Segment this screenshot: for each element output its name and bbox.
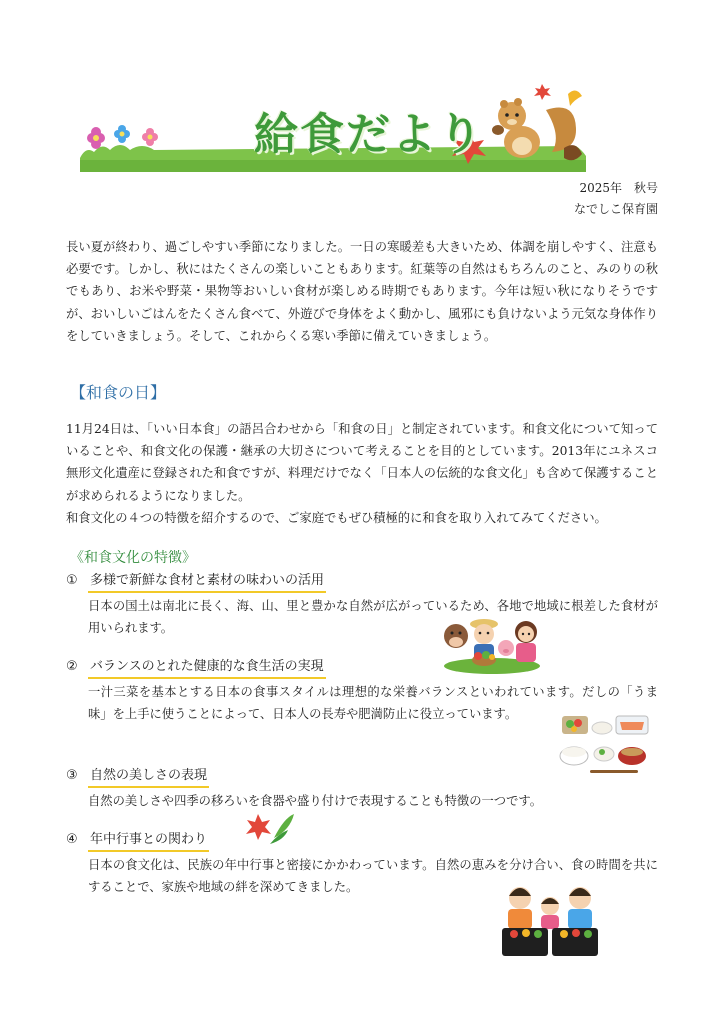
feature-title: 年中行事との関わり [88, 830, 209, 852]
feature-number: ② [66, 659, 78, 674]
japanese-meal-illustration [556, 710, 652, 778]
header-banner [76, 80, 588, 175]
child-icon [541, 897, 559, 929]
feature-body: 自然の美しさや四季の移ろいを食器や盛り付けで表現することも特徴の一つです。 [88, 794, 543, 808]
feature-title: 自然の美しさの表現 [88, 766, 209, 788]
family-osechi-illustration [496, 878, 604, 962]
intro-paragraph: 長い夏が終わり、過ごしやすい季節になりました。一日の寒暖差も大きいため、体調を崩しやすく、注意も必要です。しかし、秋にはたくさんの楽しいこともあります。紅葉等の自然はもちろんのこと、みのりの秋でもあり、お米や野菜・果物等おいしい食材が楽しめる時期でもあります。今年は短い秋になりそうですが、おいしいごはんをたくさん食べて、外遊びで身体をよく動かし、風邪にも負けないよう元気な身体作りをしていきましょう。そして、これからくる寒い季節に備えていきましょう。 [66, 240, 658, 343]
rice-bowl-icon [560, 747, 588, 765]
feature-body: 日本の食文化は、民族の年中行事と密接にかかわっています。自然の恵みを分け合い、食の時間を共にすることで、家族や地域の絆を深めてきました。 [88, 858, 658, 894]
feature-body: 日本の国土は南北に長く、海、山、里と豊かな自然が広がっているため、各地で地域に根差した食材が用いられます。 [88, 599, 658, 635]
section-heading-washoku-day: 【和食の日】 [70, 383, 167, 402]
features-heading: 《和食文化の特徴》 [70, 550, 196, 566]
school-name: なでしこ保育園 [573, 202, 658, 216]
autumn-leaves-illustration [244, 808, 296, 848]
farmer-animals-illustration [440, 612, 544, 674]
issue-info [574, 178, 658, 220]
feature-number: ① [66, 573, 78, 588]
newsletter-title: 給食だより [254, 109, 484, 160]
washoku-day-text [66, 418, 658, 529]
mother-icon [568, 887, 592, 929]
feature-body: 一汁三菜を基本とする日本の食事スタイルは理想的な栄養バランスといわれています。だしの「うま味」を上手に使うことによって、日本人の長寿や肥満防止に役立っています。 [88, 685, 658, 721]
flower-icon [87, 127, 105, 149]
feature-number: ④ [66, 832, 78, 847]
feature-title: バランスのとれた健康的な食生活の実現 [88, 657, 326, 679]
issue-date: 2025年 秋号 [579, 181, 658, 195]
washoku-day-paragraph: 11月24日は、「いい日本食」の語呂合わせから「和食の日」と制定されています。和食文化について知っていることや、和食文化の保護・継承の大切さについて考えることを目的としています。2013年にユネスコ無形文化遺産に登録された和食ですが、料理だけでなく「日本人の伝統的な食文化」も含めて保護することが求められるようになりました。 [66, 422, 658, 503]
feature-item [66, 571, 658, 639]
father-icon [508, 887, 532, 929]
cow-icon [444, 624, 468, 648]
pig-icon [498, 640, 514, 656]
osechi-box-icon [502, 928, 598, 956]
miso-soup-icon [618, 747, 646, 765]
feature-number: ③ [66, 768, 78, 783]
girl-icon [515, 621, 537, 662]
feature-title: 多様で新鮮な食材と素材の味わいの活用 [88, 571, 326, 593]
washoku-day-paragraph: 和食文化の４つの特徴を紹介するので、ご家庭でもぜひ積極的に和食を取り入れてみてください。 [66, 510, 607, 525]
